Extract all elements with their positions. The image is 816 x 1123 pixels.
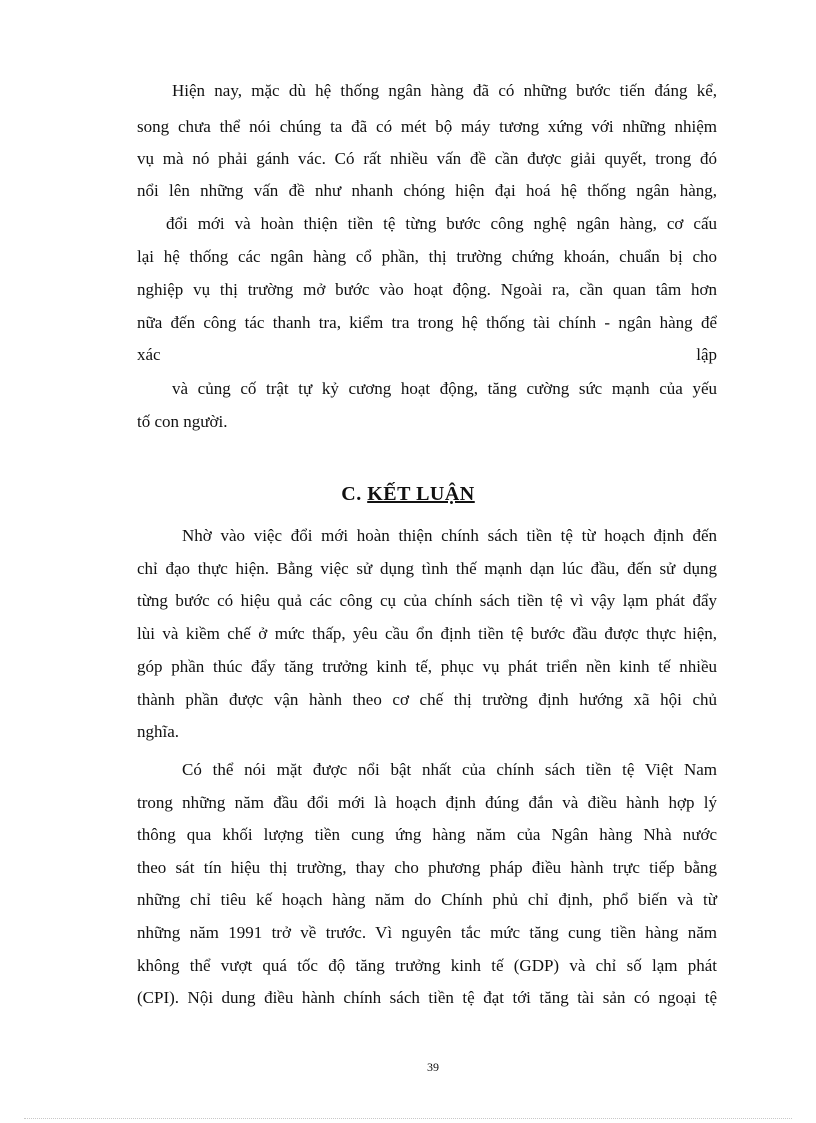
- text-line: những năm 1991 trở về trước. Vì nguyên tắc mức tăng cung tiền hàng năm: [137, 923, 717, 942]
- text-line: những chỉ tiêu kế hoạch hàng năm do Chính phủ chỉ định, phổ biến và từ: [137, 890, 717, 909]
- text-line: vụ mà nó phải gánh vác. Có rất nhiều vấn đề cần được giải quyết, trong đó: [137, 149, 717, 168]
- text-line: tố con người.: [137, 412, 228, 431]
- heading-title: KẾT LUẬN: [367, 483, 475, 505]
- text-line: từng bước có hiệu quả các công cụ của chính sách tiền tệ vì vậy lạm phát đẩy: [137, 591, 717, 610]
- text-line: song chưa thể nói chúng ta đã có mét bộ máy tương xứng với những nhiệm: [137, 117, 717, 136]
- text-line: góp phần thúc đẩy tăng trưởng kinh tế, phục vụ phát triển nền kinh tế nhiều: [137, 657, 717, 676]
- text-line: Có thể nói mặt được nổi bật nhất của chính sách tiền tệ Việt Nam: [182, 760, 717, 779]
- text-line: thông qua khối lượng tiền cung ứng hàng năm của Ngân hàng Nhà nước: [137, 825, 717, 844]
- text-line: nổi lên những vấn đề như nhanh chóng hiện đại hoá hệ thống ngân hàng,: [137, 181, 717, 200]
- text-line: Nhờ vào việc đổi mới hoàn thiện chính sách tiền tệ từ hoạch định đến: [182, 526, 717, 545]
- section-heading: [0, 483, 816, 506]
- text-line: đổi mới và hoàn thiện tiền tệ từng bước công nghệ ngân hàng, cơ cấu: [166, 214, 717, 233]
- page-bottom-divider: [24, 1118, 792, 1119]
- text-line-split-left: xác: [137, 345, 161, 364]
- text-line: nữa đến công tác thanh tra, kiểm tra trong hệ thống tài chính - ngân hàng để: [137, 313, 717, 332]
- text-line: theo sát tín hiệu thị trường, thay cho phương pháp điều hành trực tiếp bằng: [137, 858, 717, 877]
- text-line: lùi và kiềm chế ở mức thấp, yêu cầu ổn định tiền tệ bước đầu được thực hiện,: [137, 624, 717, 643]
- text-line: không thể vượt quá tốc độ tăng trưởng kinh tế (GDP) và chỉ số lạm phát: [137, 956, 717, 975]
- text-line: trong những năm đầu đổi mới là hoạch định đúng đắn và điều hành hợp lý: [137, 793, 717, 812]
- text-line: chỉ đạo thực hiện. Bằng việc sử dụng tình thế mạnh dạn lúc đầu, đến sử dụng: [137, 559, 717, 578]
- text-line: Hiện nay, mặc dù hệ thống ngân hàng đã có những bước tiến đáng kể,: [172, 81, 717, 100]
- text-line: nghiệp vụ thị trường mở bước vào hoạt động. Ngoài ra, cần quan tâm hơn: [137, 280, 717, 299]
- text-line: (CPI). Nội dung điều hành chính sách tiền tệ đạt tới tăng tài sản có ngoại tệ: [137, 988, 717, 1007]
- text-line: nghĩa.: [137, 722, 180, 741]
- text-line: thành phần được vận hành theo cơ chế thị trường định hướng xã hội chủ: [137, 690, 717, 709]
- page-number: 39: [427, 1060, 439, 1074]
- text-line: và củng cố trật tự kỷ cương hoạt động, tăng cường sức mạnh của yếu: [172, 379, 717, 398]
- text-line: lại hệ thống các ngân hàng cổ phần, thị trường chứng khoán, chuẩn bị cho: [137, 247, 717, 266]
- text-line-split-right: lập: [696, 345, 717, 364]
- heading-prefix: C.: [341, 483, 368, 505]
